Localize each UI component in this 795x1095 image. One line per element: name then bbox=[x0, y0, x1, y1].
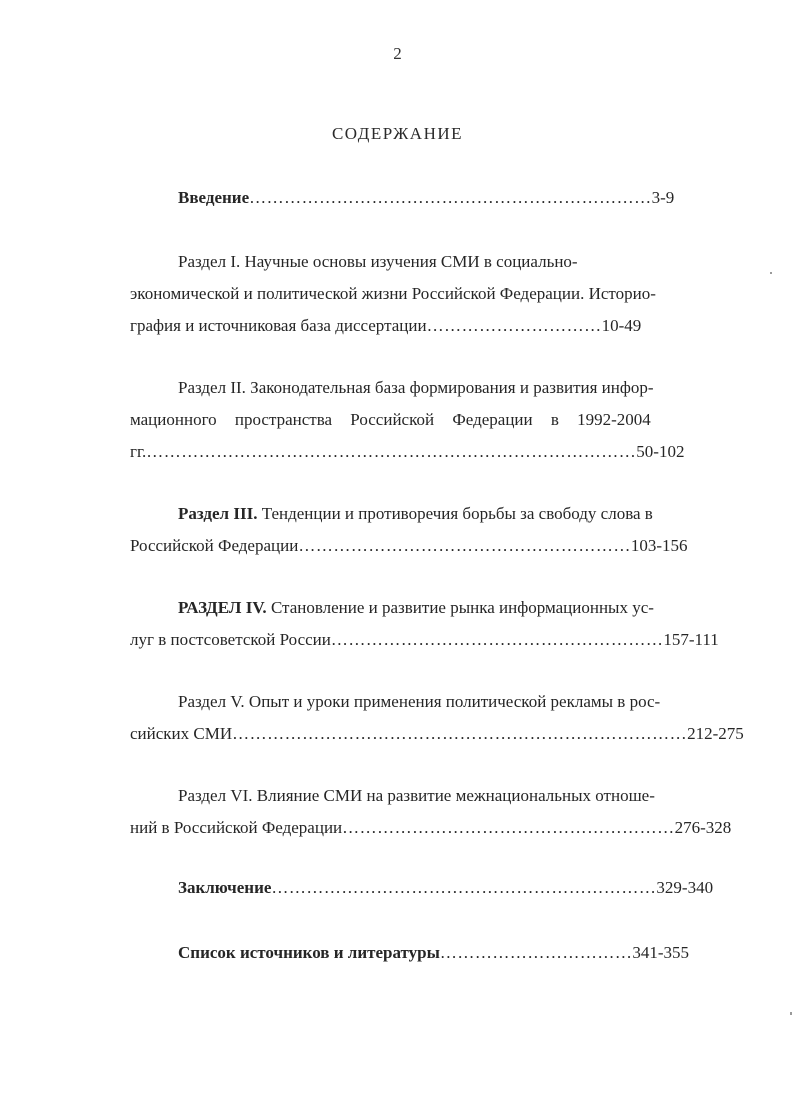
toc-entry-label: Раздел I. bbox=[178, 252, 241, 271]
toc-entry-heading bbox=[130, 246, 715, 278]
page-title: СОДЕРЖАНИЕ bbox=[331, 124, 464, 143]
toc-entry-tail: ний в Российской Федерации bbox=[130, 818, 343, 837]
scan-speck bbox=[770, 272, 772, 274]
toc-leader-dots: …………………………… bbox=[439, 943, 633, 962]
toc-entry-tail: луг в постсоветской России bbox=[130, 630, 331, 649]
toc-entry-line bbox=[130, 812, 732, 844]
toc-entry-heading bbox=[130, 498, 715, 530]
toc-entry-line bbox=[178, 872, 718, 904]
toc-page-range: 212-275 bbox=[687, 724, 744, 743]
toc-entry-label: Введение bbox=[178, 188, 250, 207]
toc-leader-dots: ………………………………………………… bbox=[342, 818, 675, 837]
toc-entry-heading bbox=[130, 686, 715, 718]
toc-entry-text-line1: Влияние СМИ на развитие межнациональных отноше- bbox=[256, 786, 655, 805]
toc-entry-section-1 bbox=[130, 246, 715, 342]
toc-entry-heading bbox=[130, 780, 715, 812]
toc-entry-text-line1: Научные основы изучения СМИ в социально- bbox=[244, 252, 578, 271]
toc-entry-line bbox=[130, 718, 744, 750]
toc-page-range: 341-355 bbox=[632, 943, 690, 962]
toc-entry-label: Раздел II. bbox=[178, 378, 246, 397]
toc-page-range: 276-328 bbox=[674, 818, 732, 837]
toc-entry-line bbox=[178, 937, 718, 969]
toc-entry-introduction bbox=[178, 182, 718, 214]
toc-entry-heading bbox=[130, 592, 715, 624]
toc-entry-line: экономической и политической жизни Российской Федерации. Историо- bbox=[130, 284, 656, 303]
toc-entry-label: Раздел VI. bbox=[178, 786, 253, 805]
toc-entry-heading bbox=[130, 372, 715, 404]
toc-page-range: 10-49 bbox=[601, 316, 642, 335]
toc-entry-text-line1: Становление и развитие рынка информационных ус- bbox=[270, 598, 654, 617]
toc-page-range: 103-156 bbox=[630, 536, 688, 555]
toc-entry-text-line1: Законодательная база формирования и развития инфор- bbox=[250, 378, 654, 397]
toc-entry-label: Список источников и литературы bbox=[178, 943, 440, 962]
scan-speck bbox=[790, 1012, 792, 1015]
toc-entry-tail: графия и источниковая база диссертации bbox=[130, 316, 427, 335]
toc-page-range: 329-340 bbox=[656, 878, 714, 897]
toc-entry-tail: Российской Федерации bbox=[130, 536, 299, 555]
toc-leader-dots: …………………………………………………………… bbox=[249, 188, 652, 207]
toc-leader-dots: ………………………………………………………… bbox=[271, 878, 657, 897]
toc-leader-dots: ………………………………………………… bbox=[298, 536, 631, 555]
toc-entry-section-6 bbox=[130, 780, 732, 844]
toc-entry-label: Раздел V. bbox=[178, 692, 245, 711]
toc-entry-text-line1: Тенденции и противоречия борьбы за свободу слова в bbox=[261, 504, 653, 523]
toc-entry-line: мационного пространства Российской Федерации в 1992-2004 bbox=[130, 410, 651, 429]
toc-leader-dots: ………………………………………………………………………… bbox=[146, 442, 637, 461]
toc-entry-section-2 bbox=[130, 372, 715, 468]
toc-entry-label: РАЗДЕЛ IV. bbox=[178, 598, 267, 617]
toc-entry-line bbox=[130, 310, 715, 342]
toc-leader-dots: ………………………… bbox=[426, 316, 602, 335]
toc-leader-dots: ………………………………………………… bbox=[330, 630, 664, 649]
toc-entry-label: Заключение bbox=[178, 878, 272, 897]
toc-leader-dots: …………………………………………………………………… bbox=[232, 724, 688, 743]
toc-entry-label: Раздел III. bbox=[178, 504, 258, 523]
toc-page-range: 50-102 bbox=[636, 442, 685, 461]
page-number: 2 bbox=[393, 44, 402, 63]
toc-entry-section-5 bbox=[130, 686, 744, 750]
toc-entry-section-4 bbox=[130, 592, 719, 656]
toc-entry-text-line1: Опыт и уроки применения политической рекламы в рос- bbox=[248, 692, 661, 711]
toc-entry-tail: сийских СМИ bbox=[130, 724, 233, 743]
toc-entry-bibliography bbox=[178, 937, 718, 969]
toc-entry-line bbox=[130, 624, 719, 656]
toc-entry-section-3 bbox=[130, 498, 715, 562]
toc-entry-line bbox=[178, 182, 718, 214]
toc-entry-tail: гг. bbox=[130, 442, 147, 461]
toc-entry-line bbox=[130, 436, 715, 468]
toc-page-range: 3-9 bbox=[651, 188, 675, 207]
toc-page-range: 157-111 bbox=[663, 630, 719, 649]
toc-entry-line bbox=[130, 530, 715, 562]
toc-entry-conclusion bbox=[178, 872, 718, 904]
